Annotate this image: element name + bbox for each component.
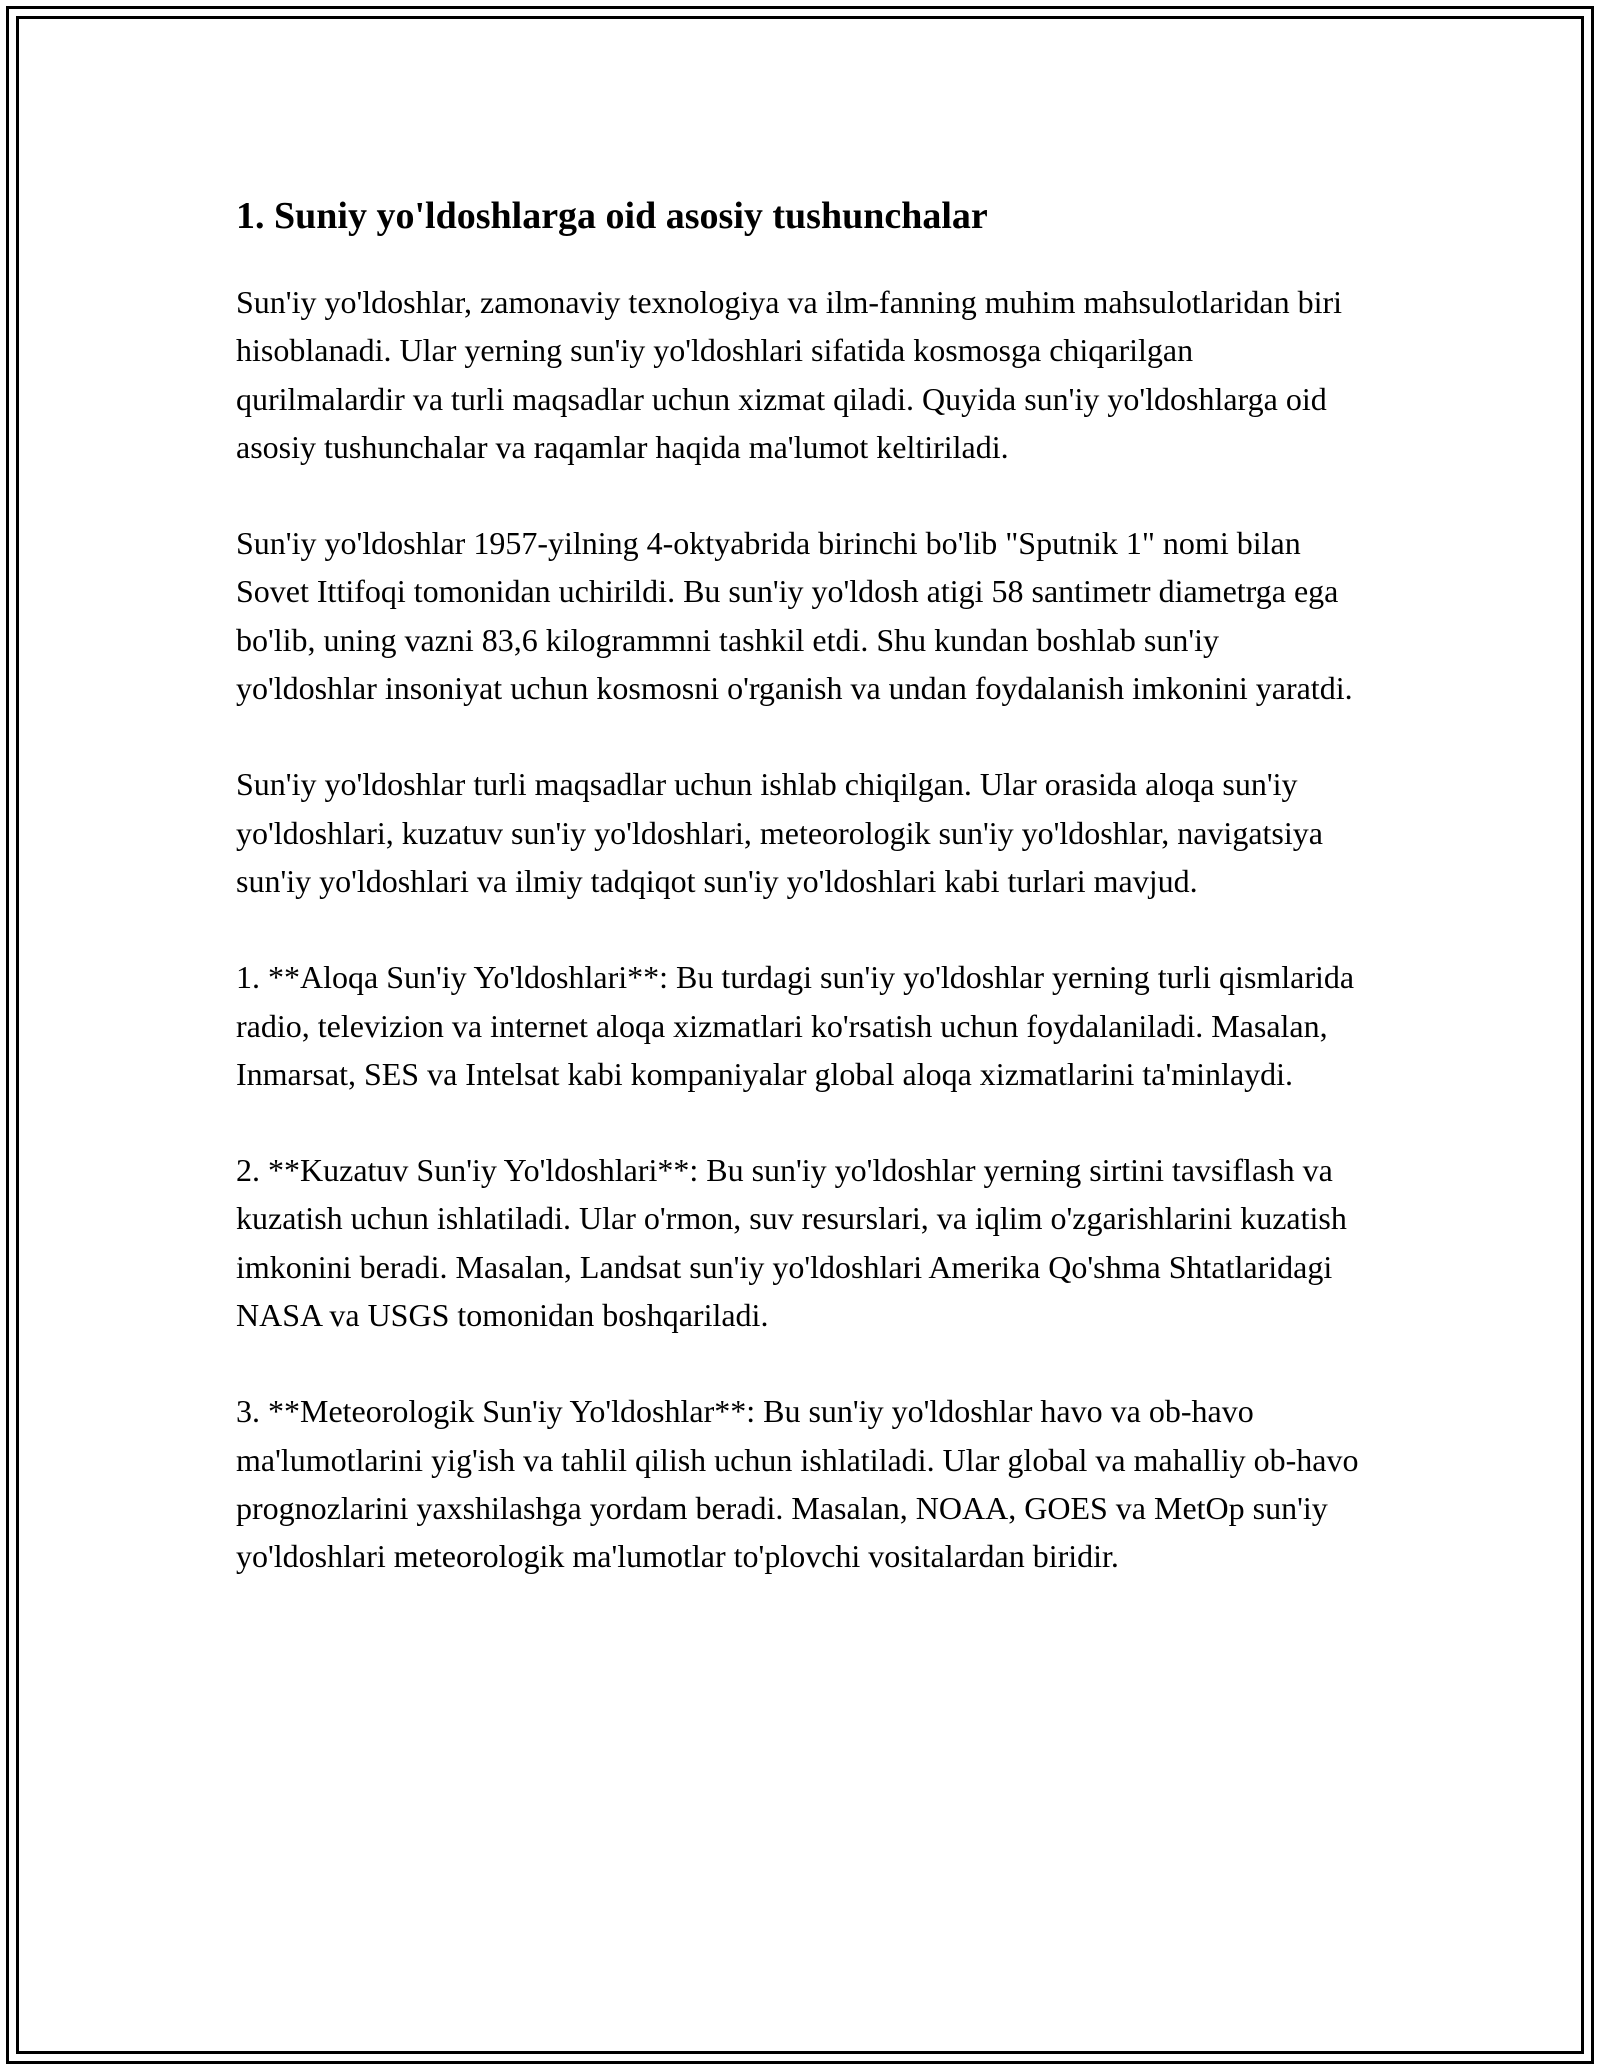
section-heading: 1. Suniy yo'ldoshlarga oid asosiy tushunchalar: [236, 195, 988, 237]
paragraph-sputnik-history: Sun'iy yo'ldoshlar 1957-yilning 4-oktyabrida birinchi bo'lib "Sputnik 1" nomi bilan Sovet Ittifoqi tomonidan uchirildi. Bu sun'iy yo'ldosh atigi 58 santimetr diametrga ega bo'lib, uning vazni 83,6 kilogrammni tashkil etdi. Shu kundan boshlab sun'iy yo'ldoshlar insoniyat uchun kosmosni o'rganish va undan foydalanish imkonini yaratdi.: [236, 525, 1353, 707]
list-item-communication-satellites: 1. **Aloqa Sun'iy Yo'ldoshlari**: Bu turdagi sun'iy yo'ldoshlar yerning turli qismlarida radio, televizion va internet aloqa xizmatlari ko'rsatish uchun foydalaniladi. Masalan, Inmarsat, SES va Intelsat kabi kompaniyalar global aloqa xizmatlarini ta'minlaydi.: [236, 959, 1355, 1092]
paragraph-intro: Sun'iy yo'ldoshlar, zamonaviy texnologiya va ilm-fanning muhim mahsulotlaridan biri hisoblanadi. Ular yerning sun'iy yo'ldoshlari sifatida kosmosga chiqarilgan qurilmalardir va turli maqsadlar uchun xizmat qiladi. Quyida sun'iy yo'ldoshlarga oid asosiy tushunchalar va raqamlar haqida ma'lumot keltiriladi.: [236, 284, 1343, 465]
paragraph-satellite-types: Sun'iy yo'ldoshlar turli maqsadlar uchun ishlab chiqilgan. Ular orasida aloqa sun'iy yo'ldoshlari, kuzatuv sun'iy yo'ldoshlari, meteorologik sun'iy yo'ldoshlar, navigatsiya sun'iy yo'ldoshlari va ilmiy tadqiqot sun'iy yo'ldoshlari kabi turlari mavjud.: [236, 766, 1323, 899]
list-item-meteorological-satellites: 3. **Meteorologik Sun'iy Yo'ldoshlar**: Bu sun'iy yo'ldoshlar havo va ob-havo ma'lumotlarini yig'ish va tahlil qilish uchun ishlatiladi. Ular global va mahalliy ob-havo prognozlarini yaxshilashga yordam beradi. Masalan, NOAA, GOES va MetOp sun'iy yo'ldoshlari meteorologik ma'lumotlar to'plovchi vositalardan biridir.: [236, 1393, 1359, 1575]
list-item-observation-satellites: 2. **Kuzatuv Sun'iy Yo'ldoshlari**: Bu sun'iy yo'ldoshlar yerning sirtini tavsiflash va kuzatish uchun ishlatiladi. Ular o'rmon, suv resurslari, va iqlim o'zgarishlarini kuzatish imkonini beradi. Masalan, Landsat sun'iy yo'ldoshlari Amerika Qo'shma Shtatlaridagi NASA va USGS tomonidan boshqariladi.: [236, 1152, 1347, 1334]
document-body: [236, 186, 1366, 1629]
